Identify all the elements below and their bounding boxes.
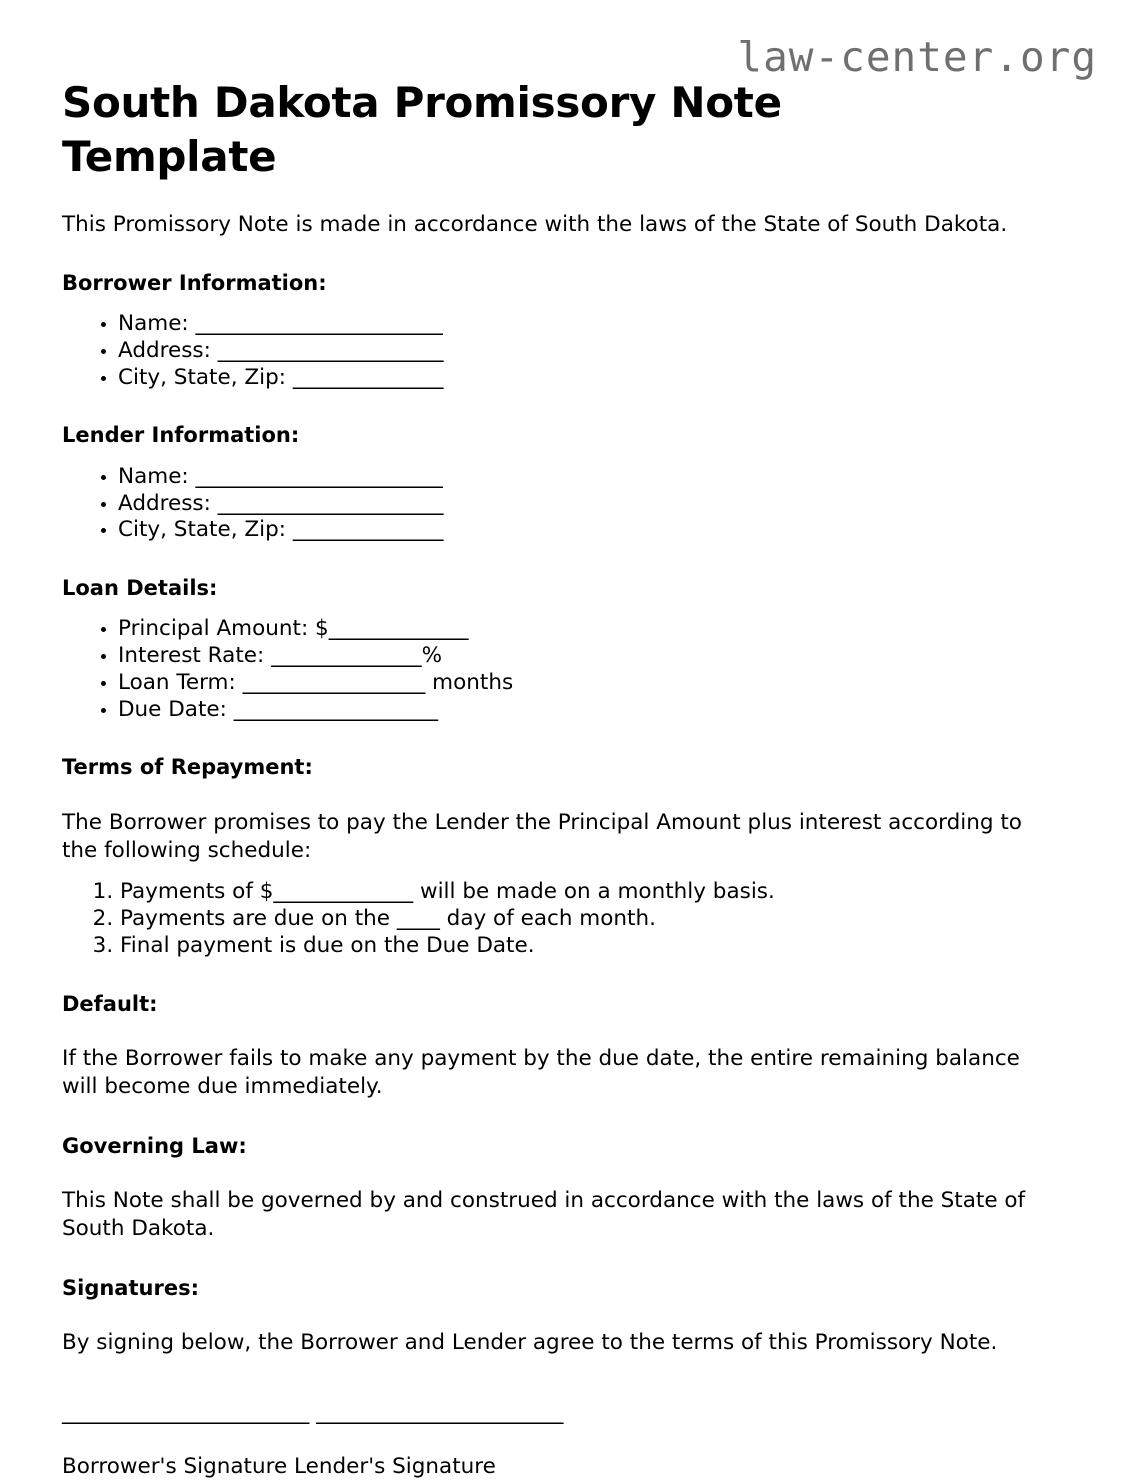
field-label-principal-amount: Principal Amount: $ xyxy=(118,616,329,642)
field-blank-loan-term[interactable]: _________________ xyxy=(242,669,426,695)
list-item xyxy=(120,906,1071,933)
field-blank-name[interactable]: _______________________ xyxy=(195,311,443,337)
field-suffix-loan-term: months xyxy=(425,669,514,695)
signatures-paragraph: By signing below, the Borrower and Lender agree to the terms of this Promissory Note. xyxy=(62,1330,998,1356)
list-item xyxy=(118,643,1071,670)
site-watermark: law-center.org xyxy=(737,33,1097,81)
repayment-schedule-list xyxy=(62,879,1071,959)
step-text-pre: Payments are due on the xyxy=(120,906,397,932)
lender-information-fields xyxy=(62,464,1071,544)
section-heading-terms-of-repayment: Terms of Repayment: xyxy=(62,755,313,780)
loan-details-fields xyxy=(62,616,1071,723)
field-blank-city-state-zip[interactable]: ______________ xyxy=(292,364,444,390)
field-label-interest-rate: Interest Rate: xyxy=(118,643,272,669)
signature-line-borrower[interactable]: _______________________ xyxy=(62,1399,310,1425)
field-blank-address[interactable]: _____________________ xyxy=(217,337,444,363)
field-label-city-state-zip: City, State, Zip: xyxy=(118,517,293,543)
field-blank-name[interactable]: _______________________ xyxy=(195,463,443,489)
field-label-name: Name: xyxy=(118,463,196,489)
step-blank-payment-amount[interactable]: _____________ xyxy=(273,879,414,905)
signature-labels-row: Borrower's Signature Lender's Signature xyxy=(62,1454,496,1480)
default-paragraph: If the Borrower fails to make any payment by the due date, the entire remaining balance will become due immediately. xyxy=(62,1046,1020,1100)
section-heading-default: Default: xyxy=(62,991,158,1016)
repayment-paragraph: The Borrower promises to pay the Lender the Principal Amount plus interest according to the following schedule: xyxy=(62,809,1022,864)
field-blank-interest-rate[interactable]: ______________ xyxy=(271,643,422,669)
list-item xyxy=(118,311,1071,338)
field-label-address: Address: xyxy=(118,337,218,363)
section-heading-borrower-information: Borrower Information: xyxy=(62,270,327,295)
field-label-due-date: Due Date: xyxy=(118,696,234,722)
list-item xyxy=(120,933,1071,960)
step-text-pre: Payments of $ xyxy=(120,879,274,905)
list-item xyxy=(118,338,1071,365)
field-blank-due-date[interactable]: ___________________ xyxy=(233,696,438,722)
section-heading-signatures: Signatures: xyxy=(62,1275,199,1300)
field-blank-address[interactable]: _____________________ xyxy=(217,490,444,516)
list-item xyxy=(120,879,1071,906)
list-item xyxy=(118,670,1071,697)
field-label-name: Name: xyxy=(118,311,196,337)
field-blank-city-state-zip[interactable]: ______________ xyxy=(292,517,444,543)
borrower-information-fields xyxy=(62,311,1071,391)
list-item xyxy=(118,464,1071,491)
intro-paragraph: This Promissory Note is made in accordance with the laws of the State of South Dakota. xyxy=(62,211,1008,237)
field-blank-principal-amount[interactable]: _____________ xyxy=(328,616,469,642)
list-item xyxy=(118,697,1071,724)
field-suffix-interest-rate: % xyxy=(421,643,442,669)
field-label-loan-term: Loan Term: xyxy=(118,669,243,695)
governing-law-paragraph: This Note shall be governed by and construed in accordance with the laws of the State of South Dakota. xyxy=(62,1188,1026,1242)
field-label-city-state-zip: City, State, Zip: xyxy=(118,364,293,390)
section-heading-loan-details: Loan Details: xyxy=(62,576,218,601)
list-item xyxy=(118,616,1071,643)
list-item xyxy=(118,365,1071,392)
page-title: South Dakota Promissory Note Template xyxy=(62,78,782,181)
list-item xyxy=(118,517,1071,544)
step-text-post: day of each month. xyxy=(439,906,656,932)
step-text-post: will be made on a monthly basis. xyxy=(413,879,775,905)
field-label-address: Address: xyxy=(118,490,218,516)
section-heading-governing-law: Governing Law: xyxy=(62,1133,247,1158)
section-heading-lender-information: Lender Information: xyxy=(62,423,300,448)
step-blank-due-day[interactable]: ____ xyxy=(396,906,440,932)
list-item xyxy=(118,491,1071,518)
signature-lines-row xyxy=(62,1399,1071,1425)
signature-line-lender[interactable]: _______________________ xyxy=(316,1399,564,1425)
step-text-pre: Final payment is due on the Due Date. xyxy=(120,933,535,958)
